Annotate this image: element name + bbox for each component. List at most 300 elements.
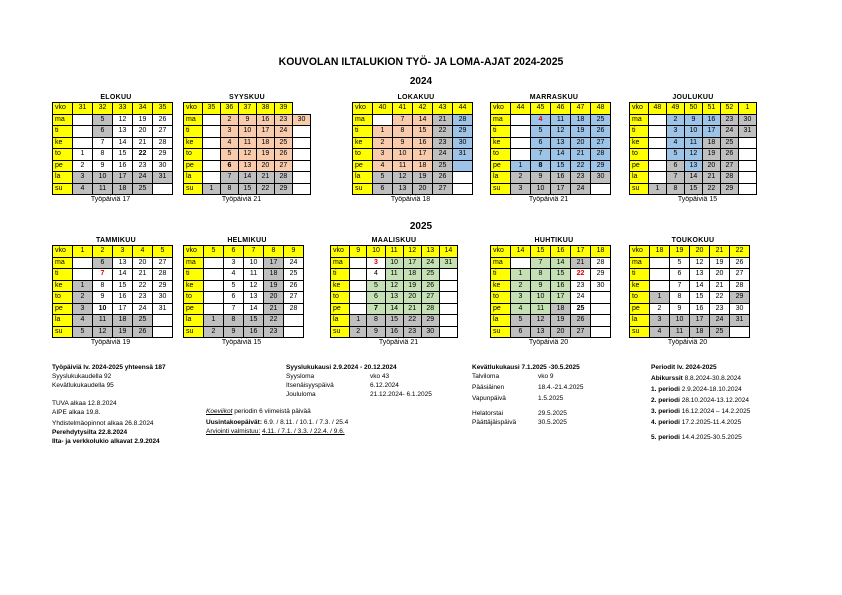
day-cell: 28 <box>720 172 738 184</box>
week-number: 9 <box>284 246 304 258</box>
week-number: 40 <box>373 103 393 115</box>
weekday-row <box>353 160 473 172</box>
month-huhtikuu <box>490 236 618 348</box>
day-cell <box>292 160 310 172</box>
day-cell: 7 <box>531 257 551 269</box>
weekday-row <box>353 172 473 184</box>
day-cell <box>511 114 531 126</box>
day-cell <box>349 280 366 292</box>
day-cell: 18 <box>690 326 710 338</box>
day-cell: 12 <box>93 326 113 338</box>
weekday-row <box>184 126 311 138</box>
day-cell <box>349 257 366 269</box>
closing-day-label: Päättäjäispäivä <box>472 419 517 426</box>
day-cell: 8 <box>220 183 238 195</box>
weekday-label: pe <box>331 303 350 315</box>
weekday-row <box>491 137 611 149</box>
day-cell <box>73 114 93 126</box>
week-number: 50 <box>684 103 702 115</box>
weekday-row <box>491 160 611 172</box>
day-cell <box>648 126 666 138</box>
day-cell: 3 <box>224 257 244 269</box>
weekday-label: ti <box>630 126 649 138</box>
day-cell <box>439 269 457 281</box>
weekday-row <box>491 126 611 138</box>
day-cell <box>204 292 224 304</box>
may-day-label: Vapunpäivä <box>472 395 506 402</box>
independence-day-label: Itsenäisyyspäivä <box>286 382 334 389</box>
week-number: 35 <box>202 103 220 115</box>
month-name: LOKAKUU <box>397 94 435 101</box>
week-number: 12 <box>403 246 421 258</box>
retake-label: Uusintakoepäivät: <box>206 419 262 426</box>
day-cell: 30 <box>453 137 473 149</box>
day-cell: 24 <box>421 257 439 269</box>
day-cell: 24 <box>274 126 292 138</box>
day-cell: 12 <box>238 149 256 161</box>
day-cell: 29 <box>591 160 611 172</box>
weekday-row <box>184 137 311 149</box>
day-cell: 6 <box>666 160 684 172</box>
weekday-label: pe <box>353 160 373 172</box>
weekday-row <box>630 137 757 149</box>
day-cell: 17 <box>403 257 421 269</box>
weekday-row <box>53 172 173 184</box>
weekday-label: ti <box>630 269 650 281</box>
day-cell: 14 <box>551 149 571 161</box>
week-number: 21 <box>710 246 730 258</box>
day-cell: 14 <box>244 303 264 315</box>
weekday-label: ma <box>331 257 350 269</box>
day-cell <box>453 183 473 195</box>
weekday-label: ke <box>353 137 373 149</box>
day-cell: 29 <box>153 149 173 161</box>
day-cell: 24 <box>571 292 591 304</box>
month-marraskuu <box>490 93 618 205</box>
info-col-totals <box>52 363 166 446</box>
day-cell: 9 <box>531 172 551 184</box>
day-cell: 21 <box>133 137 153 149</box>
day-cell: 25 <box>433 160 453 172</box>
day-cell: 6 <box>531 137 551 149</box>
day-cell <box>439 292 457 304</box>
period-5-label: 5. periodi <box>651 434 680 441</box>
weekday-label: ti <box>491 126 511 138</box>
day-cell: 12 <box>393 172 413 184</box>
weekday-label: ke <box>184 280 204 292</box>
day-cell: 9 <box>238 114 256 126</box>
day-cell: 3 <box>73 303 93 315</box>
day-cell: 20 <box>403 292 421 304</box>
day-cell: 13 <box>551 137 571 149</box>
week-number: 18 <box>650 246 670 258</box>
day-cell: 26 <box>433 172 453 184</box>
day-cell: 30 <box>738 114 756 126</box>
weekday-row <box>630 326 750 338</box>
day-cell: 17 <box>256 126 274 138</box>
workdays-count: Työpäiviä 21 <box>528 196 569 203</box>
day-cell <box>738 172 756 184</box>
day-cell: 11 <box>684 137 702 149</box>
day-cell <box>648 172 666 184</box>
weekday-label: pe <box>184 303 204 315</box>
day-cell: 8 <box>531 160 551 172</box>
day-cell: 16 <box>551 172 571 184</box>
day-cell: 11 <box>393 160 413 172</box>
weekday-label: la <box>491 172 511 184</box>
weekday-label: pe <box>184 160 203 172</box>
day-cell <box>204 280 224 292</box>
day-cell <box>511 126 531 138</box>
day-cell: 7 <box>93 269 113 281</box>
weekday-row <box>630 172 757 184</box>
day-cell: 7 <box>670 280 690 292</box>
day-cell: 7 <box>367 303 385 315</box>
day-cell: 15 <box>385 315 403 327</box>
week-number: 44 <box>511 103 531 115</box>
day-cell: 4 <box>73 183 93 195</box>
day-cell <box>292 172 310 184</box>
workdays-count: Työpäiviä 21 <box>378 339 419 346</box>
calendar-table <box>352 102 473 195</box>
day-cell: 3 <box>220 126 238 138</box>
month-joulukuu <box>629 93 757 205</box>
weekday-label: ma <box>630 257 650 269</box>
week-number: 1 <box>738 103 756 115</box>
weekday-row <box>630 292 750 304</box>
day-cell <box>204 269 224 281</box>
day-cell: 23 <box>710 303 730 315</box>
autumn-break-value: vko 43 <box>370 373 390 380</box>
period-4-dates: 17.2.2025-11.4.2025 <box>681 419 742 426</box>
weekday-label: to <box>491 292 511 304</box>
day-cell: 25 <box>591 114 611 126</box>
day-cell: 5 <box>73 326 93 338</box>
day-cell <box>453 160 473 172</box>
weekday-label: to <box>184 149 203 161</box>
day-cell <box>591 303 611 315</box>
workdays-count: Työpäiviä 20 <box>667 339 708 346</box>
day-cell: 27 <box>153 257 173 269</box>
calendar-table <box>629 102 757 195</box>
week-label: vko <box>53 246 73 258</box>
week-label: vko <box>53 103 73 115</box>
period-2-dates: 28.10.2024-13.12.2024 <box>681 397 749 404</box>
day-cell: 23 <box>264 326 284 338</box>
autumn-term-heading: Syyslukukausi 2.9.2024 - 20.12.2024 <box>286 364 397 371</box>
week-number-row <box>184 103 311 115</box>
weekday-label: su <box>630 183 649 195</box>
grading-dates: 4.11. / 7.1. / 3.3. / 22.4. / 9.6. <box>262 428 345 435</box>
day-cell: 19 <box>133 114 153 126</box>
day-cell: 1 <box>511 160 531 172</box>
weekday-label: ti <box>53 269 73 281</box>
week-number: 15 <box>531 246 551 258</box>
day-cell: 17 <box>264 257 284 269</box>
day-cell <box>650 269 670 281</box>
day-cell: 27 <box>284 292 304 304</box>
day-cell: 26 <box>153 114 173 126</box>
weekday-label: ma <box>184 257 204 269</box>
day-cell: 12 <box>684 149 702 161</box>
day-cell: 28 <box>591 257 611 269</box>
day-cell: 20 <box>133 126 153 138</box>
weekday-label: to <box>331 292 350 304</box>
weekday-label: ke <box>53 280 73 292</box>
week-label: vko <box>184 103 203 115</box>
day-cell: 24 <box>284 257 304 269</box>
week-number: 47 <box>571 103 591 115</box>
day-cell <box>738 183 756 195</box>
spring-workdays: Kevätlukukaudella 95 <box>52 382 114 389</box>
weekday-label: ke <box>53 137 73 149</box>
day-cell: 27 <box>571 326 591 338</box>
day-cell: 31 <box>153 303 173 315</box>
weekday-label: to <box>630 149 649 161</box>
weekday-row <box>491 257 611 269</box>
weekday-row <box>184 183 311 195</box>
day-cell <box>738 149 756 161</box>
may-day-value: 1.5.2025 <box>538 395 564 402</box>
workdays-count: Työpäiviä 17 <box>90 196 131 203</box>
day-cell: 17 <box>551 183 571 195</box>
weekday-row <box>53 315 173 327</box>
day-cell: 11 <box>551 114 571 126</box>
week-number: 1 <box>73 246 93 258</box>
day-cell: 27 <box>421 292 439 304</box>
period-1-label: 1. periodi <box>651 386 680 393</box>
weekday-row <box>630 183 757 195</box>
calendar-table <box>183 245 304 338</box>
day-cell: 2 <box>666 114 684 126</box>
weekday-row <box>353 114 473 126</box>
day-cell: 11 <box>531 303 551 315</box>
weekday-label: to <box>630 292 650 304</box>
day-cell: 14 <box>551 257 571 269</box>
day-cell: 23 <box>720 114 738 126</box>
weekday-label: su <box>53 326 73 338</box>
week-number: 46 <box>551 103 571 115</box>
weekday-row <box>491 303 611 315</box>
day-cell: 10 <box>684 126 702 138</box>
day-cell <box>292 149 310 161</box>
day-cell: 25 <box>571 303 591 315</box>
tuva-start: TUVA alkaa 12.8.2024 <box>52 400 117 407</box>
day-cell: 2 <box>220 114 238 126</box>
week-number: 34 <box>133 103 153 115</box>
day-cell: 22 <box>571 269 591 281</box>
weekday-row <box>331 326 458 338</box>
weekday-label: to <box>491 149 511 161</box>
day-cell: 12 <box>113 114 133 126</box>
day-cell: 6 <box>93 126 113 138</box>
day-cell: 2 <box>204 326 224 338</box>
weekday-row <box>184 292 304 304</box>
month-tammikuu <box>52 236 180 348</box>
day-cell: 14 <box>413 114 433 126</box>
week-number-row <box>53 103 173 115</box>
day-cell: 27 <box>591 137 611 149</box>
week-number: 22 <box>730 246 750 258</box>
weekday-row <box>630 114 757 126</box>
day-cell <box>204 257 224 269</box>
week-number: 16 <box>551 246 571 258</box>
day-cell: 5 <box>666 149 684 161</box>
week-number-row <box>491 103 611 115</box>
day-cell: 16 <box>385 326 403 338</box>
day-cell: 30 <box>153 292 173 304</box>
week-number: 7 <box>244 246 264 258</box>
day-cell: 28 <box>730 280 750 292</box>
day-cell: 14 <box>113 137 133 149</box>
weekday-row <box>184 280 304 292</box>
day-cell: 17 <box>551 292 571 304</box>
weekday-row <box>491 326 611 338</box>
year-heading-2025: 2025 <box>409 221 433 232</box>
day-cell: 13 <box>238 160 256 172</box>
day-cell: 3 <box>367 257 385 269</box>
closing-day-value: 30.5.2025 <box>538 419 567 426</box>
day-cell: 25 <box>421 269 439 281</box>
day-cell: 24 <box>710 315 730 327</box>
week-number-row <box>491 246 611 258</box>
day-cell: 26 <box>421 280 439 292</box>
weekday-label: su <box>491 326 511 338</box>
week-number: 2 <box>93 246 113 258</box>
weekday-row <box>53 114 173 126</box>
day-cell: 13 <box>393 183 413 195</box>
workdays-count: Työpäiviä 15 <box>677 196 718 203</box>
day-cell: 4 <box>650 326 670 338</box>
day-cell: 4 <box>666 137 684 149</box>
week-number-row <box>331 246 458 258</box>
day-cell: 21 <box>264 303 284 315</box>
weekday-row <box>53 269 173 281</box>
day-cell: 21 <box>702 172 720 184</box>
day-cell: 3 <box>511 183 531 195</box>
weekday-label: la <box>53 315 73 327</box>
week-label: vko <box>491 246 511 258</box>
weekday-label: ma <box>491 257 511 269</box>
day-cell: 18 <box>403 269 421 281</box>
day-cell: 30 <box>421 326 439 338</box>
day-cell: 12 <box>244 280 264 292</box>
day-cell: 22 <box>710 292 730 304</box>
day-cell: 18 <box>571 114 591 126</box>
calendar-table <box>52 245 173 338</box>
week-number: 19 <box>670 246 690 258</box>
weekday-label: la <box>630 315 650 327</box>
day-cell: 7 <box>666 172 684 184</box>
week-number: 48 <box>591 103 611 115</box>
month-name: JOULUKUU <box>672 94 714 101</box>
day-cell <box>202 114 220 126</box>
day-cell: 6 <box>670 269 690 281</box>
day-cell: 29 <box>453 126 473 138</box>
day-cell <box>153 315 173 327</box>
week-number: 20 <box>690 246 710 258</box>
weekday-row <box>184 326 304 338</box>
day-cell: 26 <box>720 149 738 161</box>
day-cell <box>349 303 366 315</box>
weekday-row <box>491 183 611 195</box>
day-cell: 14 <box>684 172 702 184</box>
day-cell: 12 <box>385 280 403 292</box>
calendar-table <box>490 245 611 338</box>
day-cell: 21 <box>571 149 591 161</box>
week-number: 17 <box>571 246 591 258</box>
week-number: 38 <box>256 103 274 115</box>
day-cell: 11 <box>238 137 256 149</box>
day-cell <box>202 160 220 172</box>
day-cell: 23 <box>133 292 153 304</box>
weekday-label: ke <box>630 137 649 149</box>
day-cell: 30 <box>730 303 750 315</box>
day-cell: 24 <box>433 149 453 161</box>
day-cell: 2 <box>73 292 93 304</box>
day-cell: 19 <box>551 315 571 327</box>
day-cell: 1 <box>202 183 220 195</box>
day-cell <box>591 315 611 327</box>
day-cell: 29 <box>421 315 439 327</box>
day-cell: 3 <box>666 126 684 138</box>
day-cell: 29 <box>730 292 750 304</box>
day-cell: 1 <box>648 183 666 195</box>
day-cell <box>202 149 220 161</box>
week-number: 31 <box>73 103 93 115</box>
calendar-table <box>330 245 458 338</box>
day-cell: 21 <box>571 257 591 269</box>
christmas-break-label: Joululoma <box>286 391 316 398</box>
day-cell: 13 <box>690 269 710 281</box>
day-cell: 5 <box>93 114 113 126</box>
week-label: vko <box>491 103 511 115</box>
independence-day-value: 6.12.2024 <box>370 382 399 389</box>
week-number-row <box>353 103 473 115</box>
day-cell: 23 <box>433 137 453 149</box>
weekday-label: to <box>53 292 73 304</box>
day-cell <box>73 257 93 269</box>
month-name: TAMMIKUU <box>96 237 136 244</box>
day-cell: 26 <box>730 257 750 269</box>
autumn-workdays: Syyslukukaudella 92 <box>52 373 112 380</box>
day-cell: 12 <box>531 315 551 327</box>
weekday-label: ti <box>331 269 350 281</box>
day-cell: 22 <box>133 280 153 292</box>
day-cell: 20 <box>264 292 284 304</box>
day-cell: 8 <box>367 315 385 327</box>
week-number: 39 <box>274 103 292 115</box>
day-cell: 11 <box>385 269 403 281</box>
day-cell: 17 <box>702 126 720 138</box>
week-number: 6 <box>224 246 244 258</box>
period-2-label: 2. periodi <box>651 397 680 404</box>
workdays-count: Työpäiviä 20 <box>528 339 569 346</box>
day-cell: 4 <box>373 160 393 172</box>
day-cell: 27 <box>153 126 173 138</box>
day-cell: 10 <box>393 149 413 161</box>
month-name: MARRASKUU <box>529 94 579 101</box>
easter-label: Pääsiäinen <box>472 384 505 391</box>
day-cell: 1 <box>204 315 224 327</box>
day-cell: 25 <box>274 137 292 149</box>
easter-value: 18.4.-21.4.2025 <box>538 384 584 391</box>
day-cell: 21 <box>710 280 730 292</box>
day-cell: 28 <box>453 114 473 126</box>
weekday-row <box>491 114 611 126</box>
day-cell: 25 <box>133 315 153 327</box>
weekday-label: su <box>53 183 73 195</box>
